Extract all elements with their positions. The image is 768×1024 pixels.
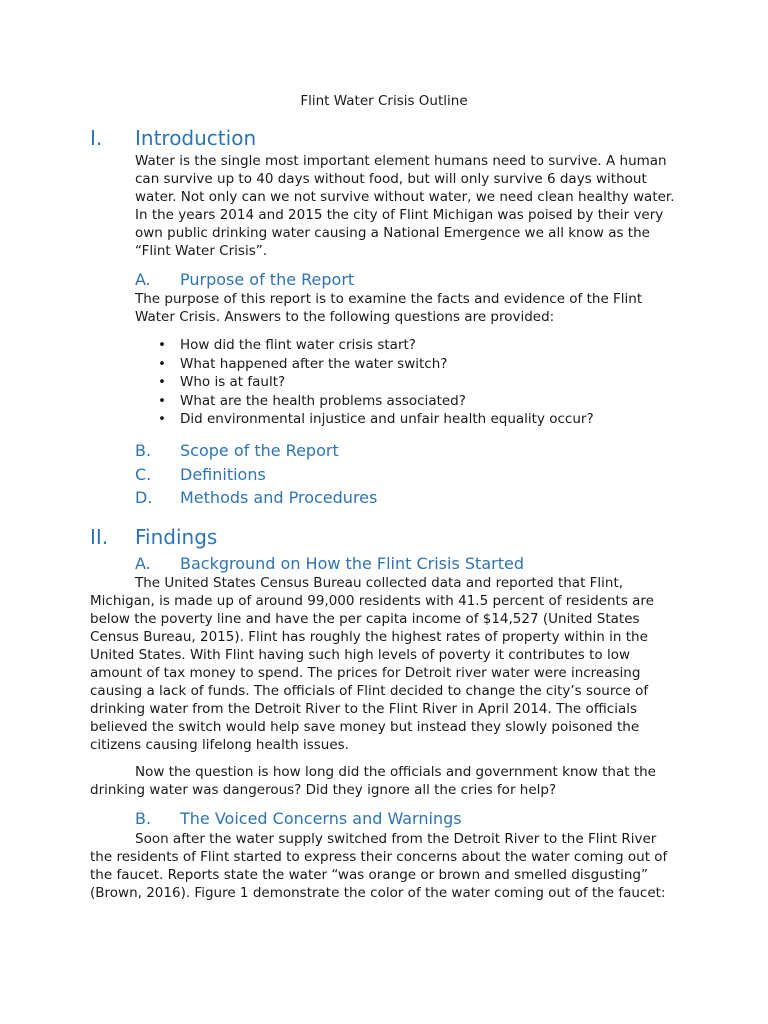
subheading-title: The Voiced Concerns and Warnings bbox=[180, 809, 462, 828]
subheading-letter: B. bbox=[135, 441, 152, 460]
subheading-scope bbox=[135, 440, 695, 462]
subheading-concerns bbox=[135, 808, 695, 830]
subheading-letter: C. bbox=[135, 465, 152, 484]
section-number: I. bbox=[90, 126, 103, 150]
subheading-background bbox=[135, 553, 695, 575]
document-title: Flint Water Crisis Outline bbox=[300, 93, 468, 109]
introduction-paragraph: Water is the single most important element humans need to survive. A human can survive up to 40 days without food, but will only survive 6 days without water. Not only can we not survive without water, we need clean healthy water. In the years 2014 and 2015 the city of Flint Michigan was poised by their very own public drinking water causing a National Emergence we all know as the “Flint Water Crisis”. bbox=[135, 153, 675, 259]
section-heading-findings bbox=[90, 524, 690, 550]
subheading-title: Definitions bbox=[180, 465, 266, 484]
list-item: • Did environmental injustice and unfair health equality occur? bbox=[158, 411, 594, 427]
purpose-paragraph: The purpose of this report is to examine the facts and evidence of the Flint Water Crisis. Answers to the following questions are provided: bbox=[135, 291, 643, 325]
bullet-icon: • bbox=[158, 411, 166, 427]
question-paragraph: Now the question is how long did the officials and government know that the drinking water was dangerous? Did they ignore all the cries for help? bbox=[90, 764, 656, 798]
concerns-paragraph: Soon after the water supply switched from the Detroit River to the Flint River the residents of Flint started to express their concerns about the water coming out of the faucet. Reports state the water “was orange or brown and smelled disgusting” (Brown, 2016). Figure 1 demonstrate the color of the water coming out of the faucet: bbox=[90, 831, 668, 901]
subheading-title: Methods and Procedures bbox=[180, 488, 378, 507]
list-item: • How did the flint water crisis start? bbox=[158, 337, 416, 353]
subheading-title: Scope of the Report bbox=[180, 441, 339, 460]
section-title: Findings bbox=[135, 525, 218, 549]
list-item: • What are the health problems associated? bbox=[158, 392, 466, 409]
subheading-letter: A. bbox=[135, 554, 151, 573]
section-heading-introduction bbox=[90, 125, 690, 151]
subheading-title: Background on How the Flint Crisis Started bbox=[180, 554, 524, 573]
bullet-icon: • bbox=[158, 392, 166, 409]
subheading-letter: A. bbox=[135, 270, 151, 289]
list-item: • Who is at fault? bbox=[158, 374, 286, 390]
background-paragraph: The United States Census Bureau collected data and reported that Flint, Michigan, is made up of around 99,000 residents with 41.5 percent of residents are below the poverty line and have the per capita income of $14,527 (United States Census Bureau, 2015). Flint has roughly the highest rates of property within in the United States. With Flint having such high levels of poverty it contributes to low amount of tax money to spend. The prices for Detroit river water were increasing causing a lack of funds. The officials of Flint decided to change the city’s source of drinking water from the Detroit River to the Flint River in April 2014. The officials believed the switch would help save money but instead they slowly poisoned the citizens causing lifelong health issues. bbox=[90, 575, 654, 753]
subheading-letter: D. bbox=[135, 488, 153, 507]
subheading-purpose bbox=[135, 269, 695, 291]
section-number: II. bbox=[90, 525, 109, 549]
bullet-icon: • bbox=[158, 355, 166, 372]
subheading-title: Purpose of the Report bbox=[180, 270, 355, 289]
bullet-icon: • bbox=[158, 374, 166, 390]
subheading-letter: B. bbox=[135, 809, 152, 828]
subheading-definitions bbox=[135, 464, 695, 486]
section-title: Introduction bbox=[135, 126, 257, 150]
list-item: • What happened after the water switch? bbox=[158, 355, 448, 372]
subheading-methods bbox=[135, 487, 695, 509]
bullet-icon: • bbox=[158, 337, 166, 353]
questions-list bbox=[158, 336, 594, 429]
